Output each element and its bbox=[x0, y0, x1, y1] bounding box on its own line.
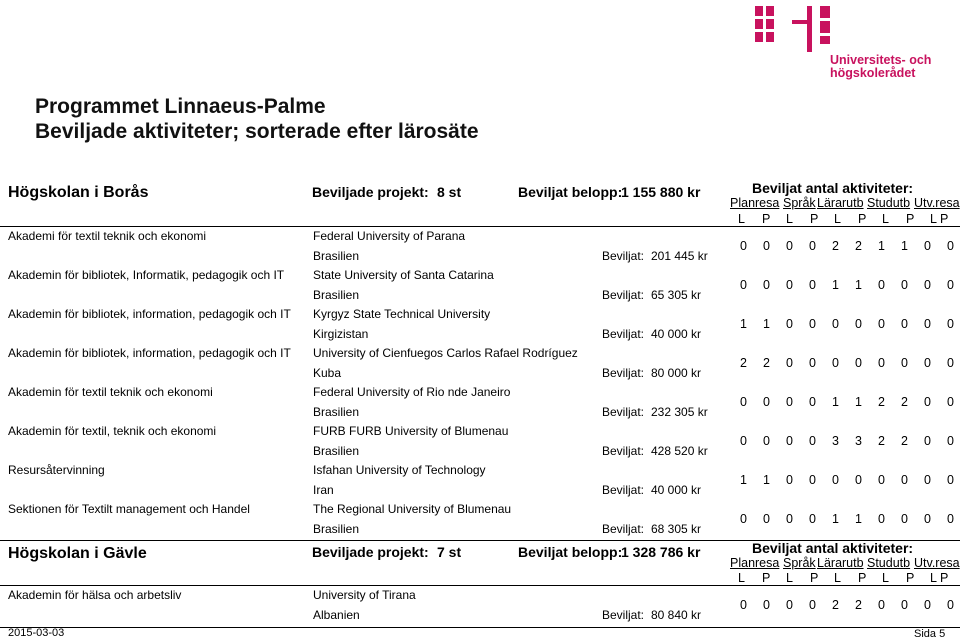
activity-count: 0 bbox=[947, 317, 954, 331]
footer-divider bbox=[0, 627, 960, 628]
activity-count: 3 bbox=[832, 434, 839, 448]
country: Kuba bbox=[313, 366, 342, 380]
activity-count: 0 bbox=[924, 239, 931, 253]
activity-count: 2 bbox=[855, 239, 862, 253]
activity-count: 0 bbox=[786, 598, 793, 612]
section-divider bbox=[0, 585, 960, 586]
activity-count: 0 bbox=[924, 317, 931, 331]
footer-page: Sida 5 bbox=[914, 628, 946, 640]
partner-university: Isfahan University of Technology bbox=[313, 463, 486, 477]
activity-count: 1 bbox=[832, 395, 839, 409]
partner-university: The Regional University of Blumenau bbox=[313, 502, 512, 516]
granted-amount: 80 000 kr bbox=[651, 366, 702, 380]
activity-count: 1 bbox=[763, 473, 770, 487]
partner-university: Kyrgyz State Technical University bbox=[313, 307, 491, 321]
activity-count: 0 bbox=[809, 512, 816, 526]
granted-amount: 428 520 kr bbox=[651, 444, 708, 458]
activity-count: 0 bbox=[809, 239, 816, 253]
activity-count: 2 bbox=[901, 434, 908, 448]
partner-university: Federal University of Parana bbox=[313, 229, 466, 243]
activity-count: 0 bbox=[947, 239, 954, 253]
count-header-title: Beviljat antal aktiviteter: bbox=[752, 540, 914, 556]
activity-count: 0 bbox=[809, 473, 816, 487]
activity-count: 0 bbox=[947, 434, 954, 448]
activity-count: 0 bbox=[901, 317, 908, 331]
activity-count: 0 bbox=[832, 356, 839, 370]
activity-count: 2 bbox=[878, 395, 885, 409]
activity-count: 0 bbox=[947, 598, 954, 612]
granted-label: Beviljat: bbox=[602, 522, 645, 536]
activity-count: 0 bbox=[947, 395, 954, 409]
country: Brasilien bbox=[313, 405, 360, 419]
granted-label: Beviljat: bbox=[602, 249, 645, 263]
activity-count: 0 bbox=[832, 317, 839, 331]
activity-count: 0 bbox=[947, 356, 954, 370]
activity-count: 0 bbox=[763, 434, 770, 448]
activity-count: 0 bbox=[878, 473, 885, 487]
lp-header: L P L P L P L P L P bbox=[738, 571, 949, 585]
amount-value: 1 328 786 kr bbox=[621, 544, 701, 560]
department: Akademin för bibliotek, information, pedagogik och IT bbox=[8, 346, 291, 360]
count-header-title: Beviljat antal aktiviteter: bbox=[752, 180, 914, 196]
activity-count: 0 bbox=[786, 512, 793, 526]
projects-value: 7 st bbox=[437, 544, 462, 560]
activity-count: 1 bbox=[832, 512, 839, 526]
activity-count: 0 bbox=[740, 434, 747, 448]
department: Akademi för textil teknik och ekonomi bbox=[8, 229, 207, 243]
activity-count: 0 bbox=[763, 239, 770, 253]
granted-amount: 201 445 kr bbox=[651, 249, 708, 263]
page-title-line2: Beviljade aktiviteter; sorterade efter lärosäte bbox=[35, 120, 479, 143]
activity-count: 0 bbox=[832, 473, 839, 487]
footer-date: 2015-03-03 bbox=[8, 627, 65, 639]
activity-count: 0 bbox=[924, 473, 931, 487]
activity-count: 2 bbox=[832, 598, 839, 612]
activity-count: 0 bbox=[878, 512, 885, 526]
granted-label: Beviljat: bbox=[602, 405, 645, 419]
activity-count: 1 bbox=[855, 512, 862, 526]
activity-count: 0 bbox=[901, 278, 908, 292]
activity-count: 1 bbox=[901, 239, 908, 253]
activity-count: 0 bbox=[855, 317, 862, 331]
activity-count: 1 bbox=[855, 278, 862, 292]
country: Iran bbox=[313, 483, 334, 497]
country: Albanien bbox=[313, 608, 360, 622]
activity-count: 0 bbox=[855, 473, 862, 487]
section-title: Högskolan i Borås bbox=[8, 184, 149, 201]
department: Akademin för hälsa och arbetsliv bbox=[8, 588, 182, 602]
activity-count: 0 bbox=[786, 317, 793, 331]
activity-count: 0 bbox=[786, 473, 793, 487]
logo-text: Universitets- och högskolerådet bbox=[830, 53, 932, 80]
activity-count: 2 bbox=[855, 598, 862, 612]
department: Akademin för bibliotek, Informatik, pedagogik och IT bbox=[8, 268, 285, 282]
activity-count: 1 bbox=[832, 278, 839, 292]
activity-count: 2 bbox=[878, 434, 885, 448]
country: Brasilien bbox=[313, 249, 360, 263]
activity-count: 1 bbox=[740, 473, 747, 487]
projects-value: 8 st bbox=[437, 184, 462, 200]
activity-count: 0 bbox=[740, 395, 747, 409]
activity-count: 0 bbox=[786, 395, 793, 409]
activity-count: 0 bbox=[878, 598, 885, 612]
country: Brasilien bbox=[313, 522, 360, 536]
activity-count: 0 bbox=[763, 512, 770, 526]
lp-header: L P L P L P L P L P bbox=[738, 212, 949, 226]
activity-count: 2 bbox=[832, 239, 839, 253]
partner-university: State University of Santa Catarina bbox=[313, 268, 494, 282]
activity-count: 0 bbox=[901, 356, 908, 370]
partner-university: University of Tirana bbox=[313, 588, 416, 602]
activity-count: 0 bbox=[855, 356, 862, 370]
count-groups: Planresa Språk Lärarutb Studutb Utv.resa bbox=[730, 196, 960, 210]
granted-label: Beviljat: bbox=[602, 366, 645, 380]
activity-count: 0 bbox=[786, 278, 793, 292]
activity-count: 0 bbox=[809, 395, 816, 409]
activity-count: 0 bbox=[786, 434, 793, 448]
activity-count: 0 bbox=[878, 356, 885, 370]
activity-count: 1 bbox=[763, 317, 770, 331]
activity-count: 0 bbox=[924, 278, 931, 292]
activity-count: 0 bbox=[878, 317, 885, 331]
activity-count: 2 bbox=[740, 356, 747, 370]
granted-label: Beviljat: bbox=[602, 608, 645, 622]
activity-count: 2 bbox=[763, 356, 770, 370]
activity-count: 0 bbox=[924, 434, 931, 448]
activity-count: 0 bbox=[924, 598, 931, 612]
activity-count: 0 bbox=[901, 512, 908, 526]
activity-count: 0 bbox=[786, 239, 793, 253]
activity-count: 0 bbox=[809, 317, 816, 331]
department: Akademin för textil teknik och ekonomi bbox=[8, 385, 213, 399]
projects-label: Beviljade projekt: bbox=[312, 184, 429, 200]
activity-count: 0 bbox=[809, 598, 816, 612]
amount-label: Beviljat belopp: bbox=[518, 544, 623, 560]
activity-count: 0 bbox=[924, 356, 931, 370]
activity-count: 0 bbox=[947, 473, 954, 487]
granted-label: Beviljat: bbox=[602, 327, 645, 341]
country: Brasilien bbox=[313, 444, 360, 458]
activity-count: 0 bbox=[763, 278, 770, 292]
activity-count: 0 bbox=[947, 512, 954, 526]
department: Sektionen för Textilt management och Handel bbox=[8, 502, 250, 516]
department: Akademin för textil, teknik och ekonomi bbox=[8, 424, 217, 438]
activity-count: 0 bbox=[740, 278, 747, 292]
activity-count: 2 bbox=[901, 395, 908, 409]
activity-count: 0 bbox=[809, 356, 816, 370]
activity-count: 0 bbox=[740, 598, 747, 612]
amount-value: 1 155 880 kr bbox=[621, 184, 701, 200]
activity-count: 1 bbox=[878, 239, 885, 253]
section-divider bbox=[0, 226, 960, 227]
activity-count: 0 bbox=[901, 598, 908, 612]
partner-university: FURB FURB University of Blumenau bbox=[313, 424, 509, 438]
activity-count: 0 bbox=[901, 473, 908, 487]
granted-amount: 65 305 kr bbox=[651, 288, 702, 302]
activity-count: 1 bbox=[855, 395, 862, 409]
activity-count: 0 bbox=[924, 395, 931, 409]
granted-amount: 80 840 kr bbox=[651, 608, 702, 622]
activity-count: 0 bbox=[878, 278, 885, 292]
activity-count: 0 bbox=[809, 434, 816, 448]
country: Kirgizistan bbox=[313, 327, 369, 341]
granted-amount: 68 305 kr bbox=[651, 522, 702, 536]
activity-count: 3 bbox=[855, 434, 862, 448]
partner-university: University of Cienfuegos Carlos Rafael Rodríguez bbox=[313, 346, 578, 360]
count-groups: Planresa Språk Lärarutb Studutb Utv.resa bbox=[730, 556, 960, 570]
granted-amount: 40 000 kr bbox=[651, 327, 702, 341]
activity-count: 0 bbox=[763, 598, 770, 612]
granted-amount: 232 305 kr bbox=[651, 405, 708, 419]
granted-amount: 40 000 kr bbox=[651, 483, 702, 497]
projects-label: Beviljade projekt: bbox=[312, 544, 429, 560]
amount-label: Beviljat belopp: bbox=[518, 184, 623, 200]
activity-count: 0 bbox=[740, 239, 747, 253]
activity-count: 1 bbox=[740, 317, 747, 331]
activity-count: 0 bbox=[809, 278, 816, 292]
activity-count: 0 bbox=[740, 512, 747, 526]
department: Akademin för bibliotek, information, pedagogik och IT bbox=[8, 307, 291, 321]
granted-label: Beviljat: bbox=[602, 444, 645, 458]
activity-count: 0 bbox=[786, 356, 793, 370]
department: Resursåtervinning bbox=[8, 463, 105, 477]
granted-label: Beviljat: bbox=[602, 288, 645, 302]
activity-count: 0 bbox=[924, 512, 931, 526]
country: Brasilien bbox=[313, 288, 360, 302]
activity-count: 0 bbox=[763, 395, 770, 409]
activity-count: 0 bbox=[947, 278, 954, 292]
section-title: Högskolan i Gävle bbox=[8, 545, 147, 562]
page-title-line1: Programmet Linnaeus-Palme bbox=[35, 95, 326, 118]
granted-label: Beviljat: bbox=[602, 483, 645, 497]
partner-university: Federal University of Rio nde Janeiro bbox=[313, 385, 511, 399]
